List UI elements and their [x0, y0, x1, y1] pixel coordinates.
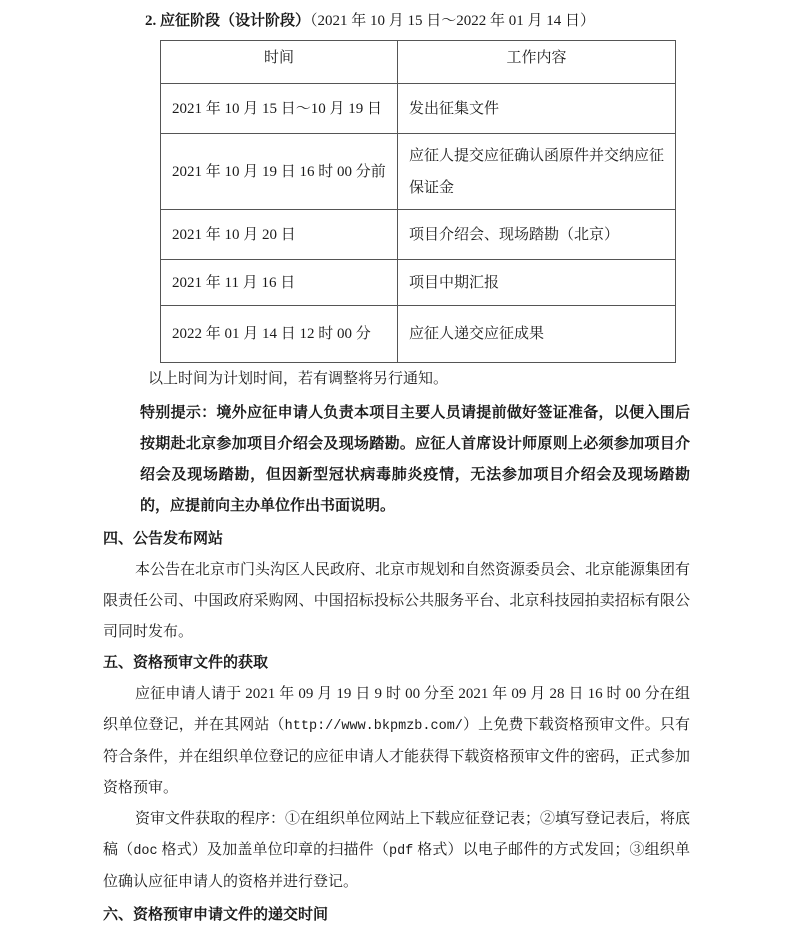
table-row	[161, 134, 676, 210]
section-5-para-1	[103, 679, 690, 804]
cell-work: 项目介绍会、现场踏勘（北京）	[398, 210, 676, 260]
schedule-note: 以上时间为计划时间，若有调整将另行通知。	[148, 371, 449, 387]
section-4-body: 本公告在北京市门头沟区人民政府、北京市规划和自然资源委员会、北京能源集团有限责任公司、中国政府采购网、中国招标投标公共服务平台、北京科技园拍卖招标有限公司同时发布。	[103, 562, 691, 640]
cell-time: 2021 年 10 月 19 日 16 时 00 分前	[161, 134, 398, 210]
special-notice: 特别提示：境外应征申请人负责本项目主要人员请提前做好签证准备，以便入围后按期赴北京参加项目介绍会及现场踏勘。应征人首席设计师原则上必须参加项目介绍会及现场踏勘，但因新型冠状病毒肺炎疫情，无法参加项目介绍会及现场踏勘的，应提前向主办单位作出书面说明。	[140, 405, 690, 514]
cell-work: 应征人递交应征成果	[398, 306, 676, 363]
table-row	[161, 84, 676, 134]
section-6-heading: 六、资格预审申请文件的递交时间	[103, 907, 329, 923]
cell-work: 项目中期汇报	[398, 260, 676, 306]
para-text: 资审文件获取的程序：①在组织单位网站上下载应征登记表；②填写登记表后，将底稿（	[103, 811, 691, 858]
para-text: 应征申请人请于 2021 年 09 月 19 日 9 时 00 分至 2021 年 09 月 28 日 16 时 00 分在组织单位登记，并在其网站（	[103, 686, 690, 733]
column-header-work: 工作内容	[398, 41, 676, 84]
section-5-para-2	[103, 804, 690, 898]
cell-time: 2022 年 01 月 14 日 12 时 00 分	[161, 306, 398, 363]
cell-time: 2021 年 11 月 16 日	[161, 260, 398, 306]
cell-time: 2021 年 10 月 20 日	[161, 210, 398, 260]
schedule-table	[160, 40, 676, 363]
section-2-title-label: 2. 应征阶段（设计阶段）	[145, 13, 311, 29]
cell-time: 2021 年 10 月 15 日～10 月 19 日	[161, 84, 398, 134]
para-text: 格式）及加盖单位印章的扫描件（	[157, 842, 389, 858]
para-text: 格式）以电子邮件的方式发回；③组织单位确认应征申请人的资格并进行登记。	[103, 842, 690, 890]
pdf-format-label: pdf	[388, 844, 414, 859]
section-2-title-dates: （2021 年 10 月 15 日～2022 年 01 月 14 日）	[310, 13, 596, 29]
para-text: ）上免费下载资格预审文件。只有符合条件，并在组织单位登记的应征申请人才能获得下载资格预审文件的密码，正式参加资格预审。	[103, 717, 690, 796]
website-url: http://www.bkpmzb.com/	[284, 719, 463, 734]
section-5-heading: 五、资格预审文件的获取	[103, 655, 269, 671]
table-row	[161, 306, 676, 363]
table-row	[161, 260, 676, 306]
cell-work: 发出征集文件	[398, 84, 676, 134]
cell-work: 应征人提交应征确认函原件并交纳应征保证金	[398, 134, 676, 210]
doc-format-label: doc	[133, 844, 158, 859]
section-2-title	[145, 6, 690, 37]
column-header-time: 时间	[161, 41, 398, 84]
table-header-row	[161, 41, 676, 84]
section-4-heading: 四、公告发布网站	[103, 531, 224, 547]
table-row	[161, 210, 676, 260]
